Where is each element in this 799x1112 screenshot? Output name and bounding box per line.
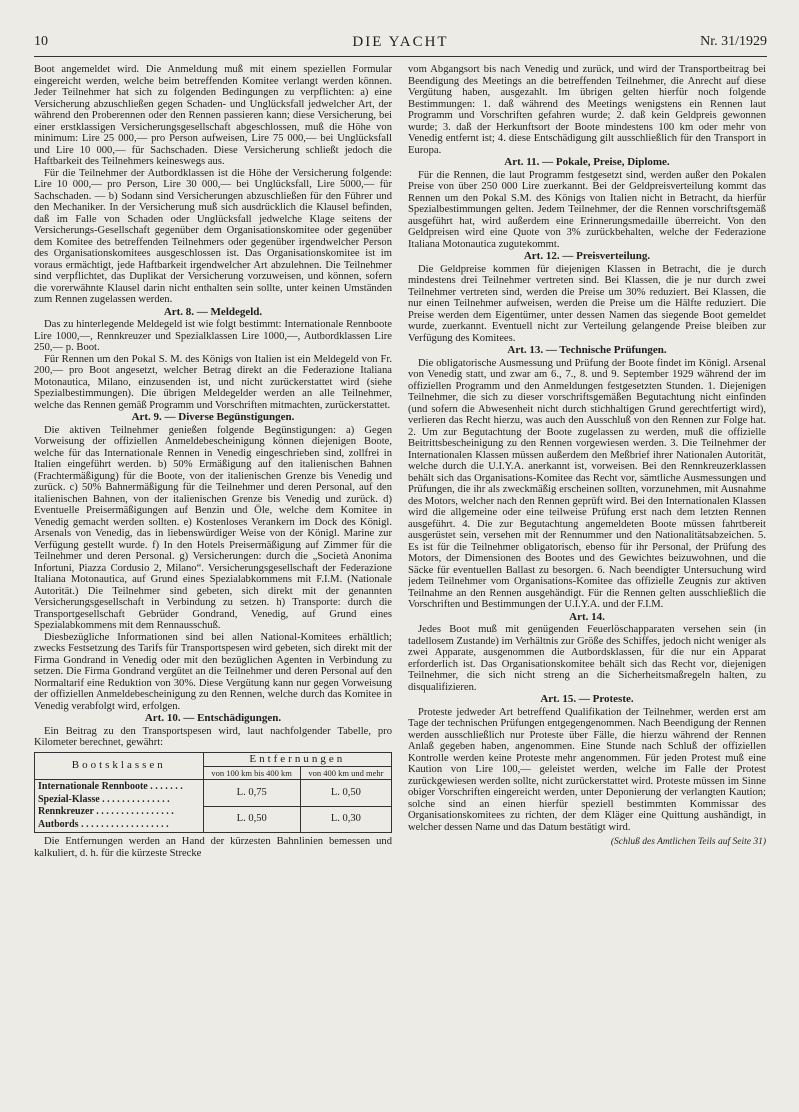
right-column [408, 64, 766, 1094]
paragraph: Das zu hinterlegende Meldegeld ist wie folgt bestimmt: Internationale Rennboote Lire 1000,—, Rennkreuzer und Spezialklassen Lire 1000,—, Autbordklassen Lire 250,— p. Boot. [34, 319, 392, 353]
table-header-distances: Entfernungen [203, 752, 391, 767]
article-columns [34, 64, 771, 1094]
table-row-label: Internationale Rennboote . . . . . . . [38, 781, 183, 792]
table-cell: L. 0,75 [203, 780, 300, 807]
paragraph: Diesbezügliche Informationen sind bei allen National-Komitees erhältlich; zwecks Festsetzung des Tarifs für Transportspesen wird gebeten, sich direkt mit der Firma Gondrand in Venedig oder mit den bezüglichen Agenten in Verbindung zu setzen. Die Firma Gondrand vergütet an die Teilnehmer und deren Personal auf den Normaltarif eine Reduktion von 30%. Diese Vergütung kann nur gegen Vorweisung der offiziellen Anmeldebescheinigung zu den Rennen, welche durch das Komitee in Venedig verabfolgt wird, erfolgen. [34, 631, 392, 712]
paragraph: Boot angemeldet wird. Die Anmeldung muß mit einem speziellen Formular eingereicht werden, welche beim betreffenden Komitee verlangt werden können. Jeder Teilnehmer hat sich zu folgenden Bedingungen zu verpflichten: a) eine Versicherung abzuschließen gegen Schaden- und Unglücksfall jedwelcher Art, der während den Proberennen oder den Rennen passieren kann; diese Versicherung, bei einer erstklassigen Versicherungsgesellschaft abgeschlossen, muß die Höhe von minimum: Lire 25 000,— pro Person aufweisen, Lire 75 000,— bei Unglücksfall und Lire 10 000,— für Sachschaden. Diese Versicherung schließt jedoch die Haftbarkeit des Teilnehmers keineswegs aus. [34, 64, 392, 167]
article-heading: Art. 12. — Preisverteilung. [523, 250, 651, 262]
paragraph: Die Geldpreise kommen für diejenigen Klassen in Betracht, die je durch mindestens drei Teilnehmer vertreten sind. Bei Klassen, die je nur durch zwei Teilnehmer vertreten sind, werden die Preise um 30% reduziert. Bei Klassen, die nur einen Teilnehmer aufweisen, werden die Preise um die Hälfte reduziert. Die Preise werden dem Eigentümer, unter dessen Namen das siegende Boot gemeldet wurde, zuerkannt. Eventuell nicht zur Verteilung gelangende Preise bleiben zur Verfügung des Komitees. [408, 263, 766, 344]
page-header [34, 34, 767, 56]
header-rule [34, 56, 767, 57]
article-heading: Art. 13. — Technische Prüfungen. [507, 344, 667, 356]
paragraph: Die Entfernungen werden an Hand der kürzesten Bahnlinien bemessen und kalkuliert, d. h. für die kürzeste Strecke [34, 836, 392, 859]
table-subheader-short: von 100 km bis 400 km [203, 767, 300, 780]
table-row-label: Autbords . . . . . . . . . . . . . . . . . . [38, 818, 169, 830]
article-heading: Art. 15. — Proteste. [540, 693, 634, 705]
article-heading: Art. 10. — Entschädigungen. [144, 712, 282, 724]
table-class-names [35, 780, 204, 833]
compensation-table [34, 752, 392, 834]
paragraph: Ein Beitrag zu den Transportspesen wird, laut nachfolgender Tabelle, pro Kilometer berechnet, gewährt: [34, 725, 392, 748]
table-cell: L. 0,30 [300, 806, 391, 833]
table-subheader-long: von 400 km und mehr [300, 767, 391, 780]
paragraph: Proteste jedweder Art betreffend Qualifikation der Teilnehmer, werden erst am Tage der technischen Prüfungen entgegengenommen. Nach Beendigung der Rennen werden ausschließlich nur Proteste über Fälle, die hierzu während der Rennen Anlaß gegeben haben, angenommen. Eine Stunde nach Schluß der offiziellen Kontrolle werden keine Proteste mehr angenommen. Für jeden Protest muß eine Kaution von Lire 100,— geleistet werden, welche im Falle der Protest zurückgewiesen werden sollte, nicht zurückerstattet wird. Proteste müssen im Sinne obiger Vorschriften eingereicht werden, unter Deponierung der verlangten Kaution; solche sind an einen hierfür speziell bestimmten Kommissar des Organisationskomitees zu richten, der dem Kläger eine Quittung aushändigt, in welcher dessen Name und das Datum bestätigt wird. [408, 706, 766, 833]
paragraph: Für Rennen um den Pokal S. M. des Königs von Italien ist ein Meldegeld von Fr. 200,— pro Boot angesetzt, welcher Betrag direkt an die Federazione Italiana Motonautica, Milano, einzusenden ist, und nicht zurückerstattet wird (siehe Spezialbestimmungen). Die übrigen Meldegelder werden an alle Teilnehmer, welche das Rennen gemäß Programm und Vorschriften mitmachten, zurückerstattet. [34, 353, 392, 411]
page-number: 10 [34, 34, 48, 49]
table-header-classes: Bootsklassen [35, 752, 204, 780]
left-column [34, 64, 392, 1094]
table-cell: L. 0,50 [300, 780, 391, 807]
paragraph: Die obligatorische Ausmessung und Prüfung der Boote findet im Königl. Arsenal von Venedig statt, und zwar am 6., 7., 8. und 9. September 1929 während der im offiziellen Programm und den Anmeldungen festgesetzten Stunden. 1. Diejenigen Teilnehmer, die sich zu dieser vorschriftsgemäßen Begutachtung nicht einfinden (und sofern die Abwesenheit nicht durch stichhaltigen Grund gerechtfertigt wird), verlieren das Recht hierzu, was auch den Ausschluß von den Rennen zur Folge hat. 2. Um zur Begutachtung der Boote zugelassen zu werden, muß die offizielle Beitrittsbescheinigung zu den Rennen vorgewiesen werden. 3. Die Teilnehmer der Internationalen Klassen müssen außerdem den Meßbrief ihrer Nationalen Autorität, welche durch die U.I.Y.A. anerkannt ist, vorweisen. Bei den Rennkreuzerklassen behält sich das Organisations-Komitee das Recht vor, sämtliche Ausmessungen und Prüfungen, die ihr als zweckmäßig erscheinen sollten, vorzunehmen, mit Ausnahme des Motors, welcher nach den Rennen geprüft wird. Bei den Internationalen Klassen wird die allgemeine oder eine teilweise Prüfung erst nach dem letzten Rennen ausgeführt. 4. Die zur Begutachtung angemeldeten Boote müssen fahrtbereit ausgerüstet sein, versehen mit der Rennummer und den Nationalitätsabzeichen. 5. Es ist für die Teilnehmer obligatorisch, ebenso für ihr Personal, der Prüfung des Motors, der Dimensionen des Bootes und des Gewichtes beizuwohnen, und die Säcke für eventuellen Ballast zu besorgen. 6. Nach beendigter Untersuchung wird jedem Teilnehmer vom Organisations-Komitee das offizielle Zeugnis zur aktiven Teilnahme an den Rennen ausgehändigt. Für die Rennen gelten ausschließlich die Vorschriften und Bestimmungen der U.I.Y.A. und der F.I.M. [408, 357, 766, 610]
article-heading: Art. 11. — Pokale, Preise, Diplome. [504, 156, 670, 168]
paragraph: Die aktiven Teilnehmer genießen folgende Begünstigungen: a) Gegen Vorweisung der offiziellen Anmeldebescheinigung können diejenigen Boote, welche für das Internationale Rennen in Venedig eingeschrieben sind, zollfrei in Italien eingeführt werden. b) 50% Ermäßigung auf den italienischen Bahnen (Frachtermäßigung) für die Boote, von der italienischen Grenze bis Venedig und zurück. c) 50% Bahnermäßigung für die Teilnehmer und deren Personal, auf den italienischen Bahnen, von der italienischen Grenze bis Venedig und zurück. d) Eventuelle Preisermäßigungen auf Benzin und Öle, welche dem Komitee in Venedig gemacht werden sollten. e) Kostenloses Verankern im Dock des Königl. Arsenals von Venedig, das in liebenswürdiger Weise von der Königl. Marine zur Verfügung gestellt wurde. f) In den Hotels Preisermäßigung auf Zimmer für die Teilnehmer und deren Personal. g) Versicherungen: durch die „Società Anonima Infortuni, Piazza Cordusio 2, Milano“. Versicherungsgesellschaft der Federazione Italiana Motonautica, auf Grund eines Spezialabkommens mit F.I.M. (Nationale Autorität.) Die Teilnehmer sind gebeten, sich direkt mit der genannten Versicherungsgesellschaft in Verbindung zu setzen. h) Transporte: durch die Transportgesellschaft Gebrüder Gondrand, Venedig, auf Grund eines Spezialabkommens mit dem Rennausschuß. [34, 424, 392, 631]
magazine-title: DIE YACHT [352, 34, 449, 50]
table-row-label: Rennkreuzer . . . . . . . . . . . . . . . . [38, 806, 174, 817]
issue-number: Nr. 31/1929 [700, 34, 767, 49]
paragraph: Für die Rennen, die laut Programm festgesetzt sind, werden außer den Pokalen Preise von über 250 000 Lire zuerkannt. Bei der Geldpreisverteilung kommt das Rennen um den Pokal S.M. des Königs von Italien nicht in Betracht, da hierfür Spezialbestimmungen gelten. Jedem Teilnehmer, der die Rennen vorschriftsgemäß ausgeführt hat, wird außerdem eine Erinnerungsmedaille überreicht. Von den Geldpreisen wird eine Quote von 3% zurückbehalten, welche der Federazione Italiana Motonautica zugutekommt. [408, 169, 766, 250]
paragraph: Für die Teilnehmer der Autbordklassen ist die Höhe der Versicherung folgende: Lire 10 000,— pro Person, Lire 30 000,— bei Unglücksfall, Lire 5000,— für Sachschaden. — b) Sodann sind Versicherungen abzuschließen für den Führer und den Mechaniker. In der Versicherung muß sich ausdrücklich die Klausel befinden, daß im Falle von Schaden oder Unglücksfall jedwelche Klage seitens der Versicherungs-Gesellschaft gegenüber dem Organisationskomitee oder gegenüber dem Komitee des betreffenden Teilnehmers oder gegenüber irgendwelcher Person des Organisationskomitees ausgeschlossen ist. Das Organisationskomitee ist im voraus ermächtigt, jede Haftbarkeit irgendwelcher Art abzulehnen. Die Teilnehmer sind verpflichtet, das Duplikat der Versicherung vorzuweisen, und können, sofern die vorerwähnte Klausel darin nicht enthalten sein sollte, unter keinen Umständen zum Rennen zugelassen werden. [34, 167, 392, 305]
table-cell: L. 0,50 [203, 806, 300, 833]
table-row-label: Spezial-Klasse . . . . . . . . . . . . . . [38, 793, 170, 805]
article-heading: Art. 9. — Diverse Begünstigungen. [131, 411, 295, 423]
paragraph: vom Abgangsort bis nach Venedig und zurück, und wird der Transportbeitrag bei Beendigung des Meetings an die betreffenden Teilnehmer, die Anrecht auf diese Vergütung haben, ausgezahlt. Im übrigen gelten hierfür noch folgende Bestimmungen: 1. daß während des Meetings wenigstens ein Rennen laut Programm und Vorschriften gefahren wurde; 2. daß kein Geldpreis gewonnen wurde; 3. daß der Herkunftsort der Boote mindestens 100 km oder mehr von Venedig entfernt ist; 4. diese Entschädigung gilt ausschließlich für den Transport in Europa. [408, 64, 766, 156]
paragraph: Jedes Boot muß mit genügenden Feuerlöschapparaten versehen sein (in tadellosem Zustande) im Verhältnis zur Größe des Schiffes, jedoch nicht weniger als zwei Apparate, ausgenommen die Autbordsklassen, für die nur ein Apparat erforderlich ist. Das Organisationskomitee behält sich das Recht vor, diejenigen Teilnehmer, die sich nicht streng an die Sicherheitsmaßregeln halten, zu disqualifizieren. [408, 624, 766, 693]
article-heading: Art. 14. [569, 610, 605, 623]
continuation-note: (Schluß des Amtlichen Teils auf Seite 31) [610, 837, 766, 847]
article-heading: Art. 8. — Meldegeld. [163, 305, 263, 318]
